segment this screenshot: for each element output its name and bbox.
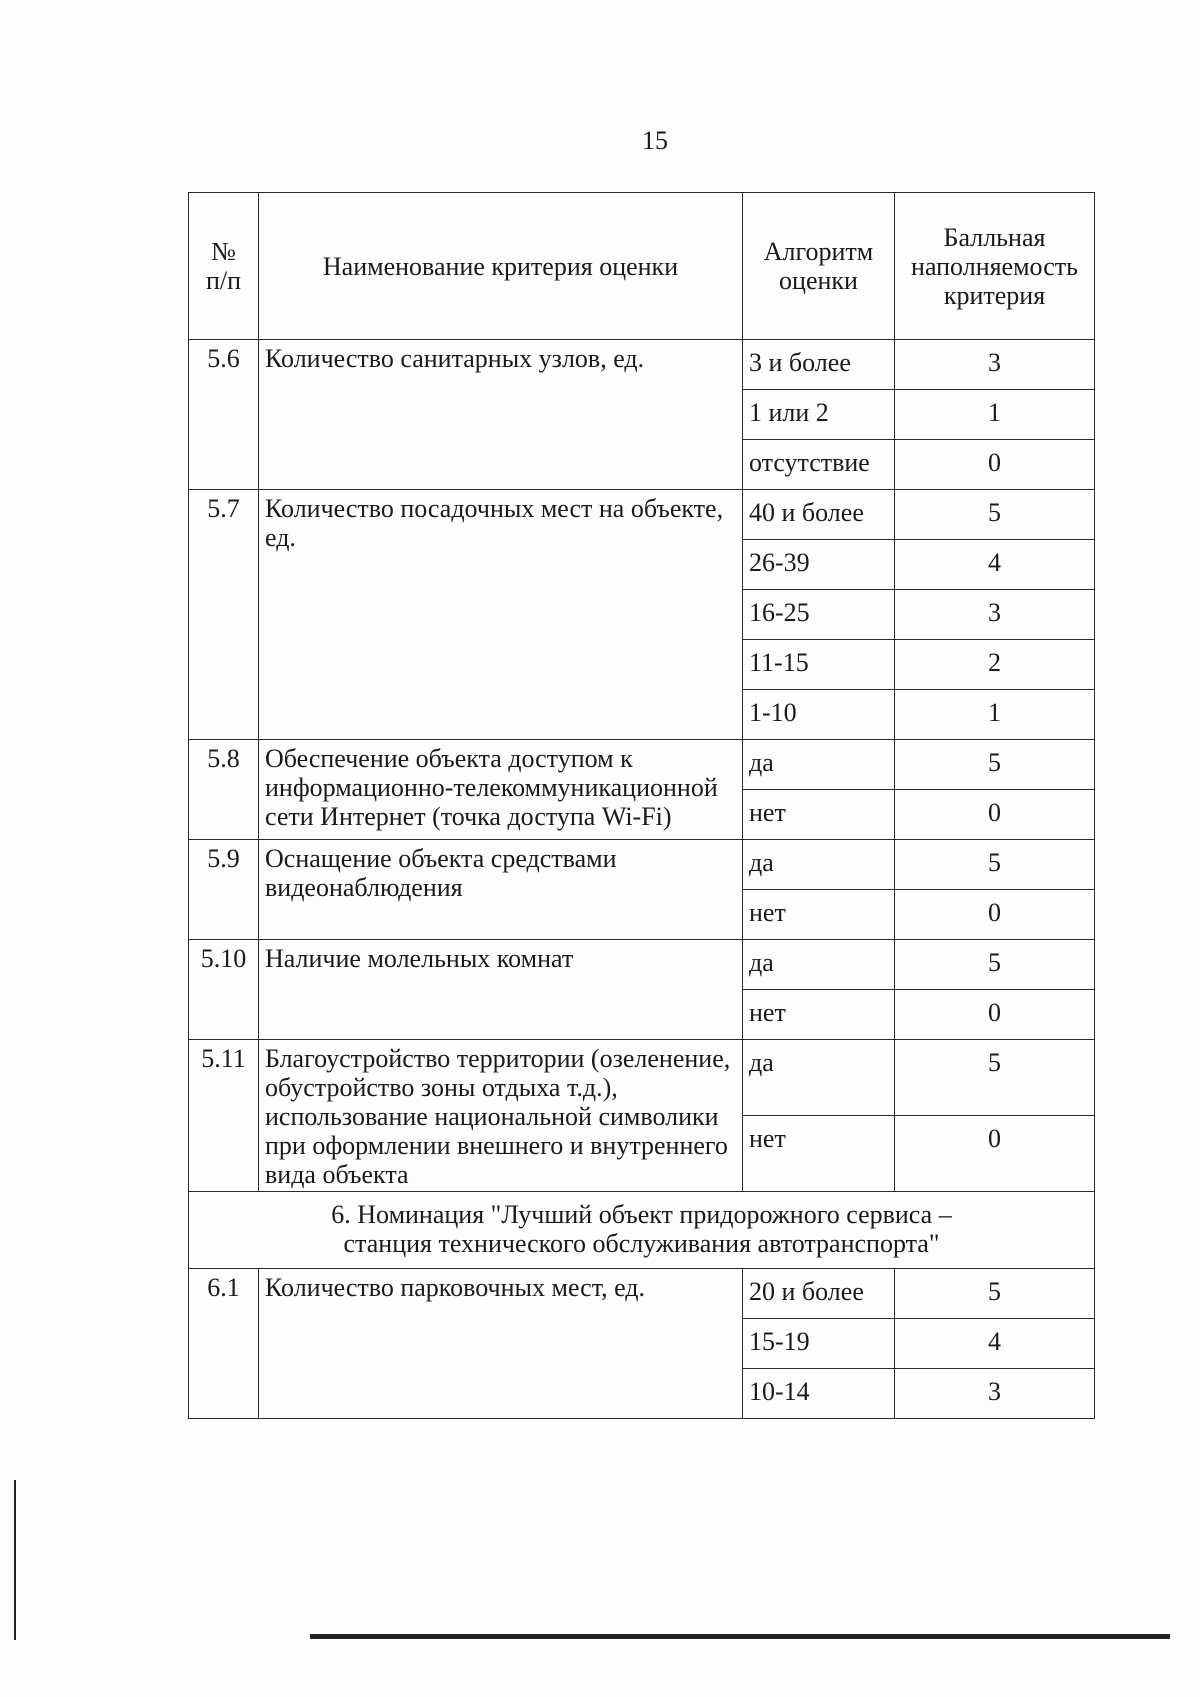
criteria-table [188, 192, 1095, 1419]
scan-bottom-bar [310, 1634, 1170, 1639]
nomination-row [189, 1192, 1095, 1269]
algorithm-cell: 40 и более [743, 490, 895, 540]
points-cell: 0 [895, 990, 1095, 1040]
algorithm-cell: 20 и более [743, 1269, 895, 1319]
algorithm-cell: да [743, 840, 895, 890]
table-row [189, 940, 1095, 990]
criterion-name: Обеспечение объекта доступом к информационно-телекоммуникационной сети Интернет (точка доступа Wi-Fi) [259, 740, 743, 840]
table-row [189, 490, 1095, 540]
criterion-name: Количество санитарных узлов, ед. [259, 340, 743, 490]
scan-margin-line [14, 1480, 16, 1640]
points-cell: 5 [895, 740, 1095, 790]
criterion-name: Наличие молельных комнат [259, 940, 743, 1040]
table-row [189, 1269, 1095, 1319]
header-num: № п/п [189, 193, 259, 340]
table-row [189, 740, 1095, 790]
points-cell: 4 [895, 1319, 1095, 1369]
points-cell: 5 [895, 1269, 1095, 1319]
criterion-number: 5.11 [189, 1040, 259, 1192]
points-cell: 1 [895, 690, 1095, 740]
points-cell: 5 [895, 840, 1095, 890]
header-row [189, 193, 1095, 340]
algorithm-cell: 15-19 [743, 1319, 895, 1369]
points-cell: 0 [895, 790, 1095, 840]
points-cell: 5 [895, 1040, 1095, 1116]
nomination-title: 6. Номинация "Лучший объект придорожного сервиса – станция технического обслуживания автотранспорта" [189, 1192, 1095, 1269]
points-cell: 3 [895, 1369, 1095, 1419]
algorithm-cell: да [743, 940, 895, 990]
points-cell: 1 [895, 390, 1095, 440]
points-cell: 5 [895, 490, 1095, 540]
algorithm-cell: да [743, 740, 895, 790]
criterion-number: 5.9 [189, 840, 259, 940]
points-cell: 2 [895, 640, 1095, 690]
algorithm-cell: 11-15 [743, 640, 895, 690]
table-row [189, 340, 1095, 390]
algorithm-cell: нет [743, 990, 895, 1040]
points-cell: 3 [895, 590, 1095, 640]
algorithm-cell: 1 или 2 [743, 390, 895, 440]
algorithm-cell: 3 и более [743, 340, 895, 390]
algorithm-cell: нет [743, 790, 895, 840]
criterion-name: Количество посадочных мест на объекте, ед. [259, 490, 743, 740]
page-number: 15 [642, 126, 668, 155]
algorithm-cell: 16-25 [743, 590, 895, 640]
criterion-number: 6.1 [189, 1269, 259, 1419]
algorithm-cell: нет [743, 890, 895, 940]
criterion-number: 5.10 [189, 940, 259, 1040]
points-cell: 0 [895, 1116, 1095, 1192]
algorithm-cell: 1-10 [743, 690, 895, 740]
criterion-name: Оснащение объекта средствами видеонаблюдения [259, 840, 743, 940]
algorithm-cell: отсутствие [743, 440, 895, 490]
points-cell: 4 [895, 540, 1095, 590]
table-row [189, 840, 1095, 890]
points-cell: 3 [895, 340, 1095, 390]
criterion-number: 5.8 [189, 740, 259, 840]
algorithm-cell: 10-14 [743, 1369, 895, 1419]
algorithm-cell: нет [743, 1116, 895, 1192]
criterion-number: 5.7 [189, 490, 259, 740]
criterion-number: 5.6 [189, 340, 259, 490]
points-cell: 5 [895, 940, 1095, 990]
header-algorithm: Алгоритм оценки [743, 193, 895, 340]
algorithm-cell: да [743, 1040, 895, 1116]
table-row [189, 1040, 1095, 1116]
criterion-name: Благоустройство территории (озеленение, обустройство зоны отдыха т.д.), использование национальной символики при оформлении внешнего и внутреннего вида объекта [259, 1040, 743, 1192]
points-cell: 0 [895, 890, 1095, 940]
algorithm-cell: 26-39 [743, 540, 895, 590]
criterion-name: Количество парковочных мест, ед. [259, 1269, 743, 1419]
header-points: Балльная наполняемость критерия [895, 193, 1095, 340]
header-name: Наименование критерия оценки [259, 193, 743, 340]
points-cell: 0 [895, 440, 1095, 490]
